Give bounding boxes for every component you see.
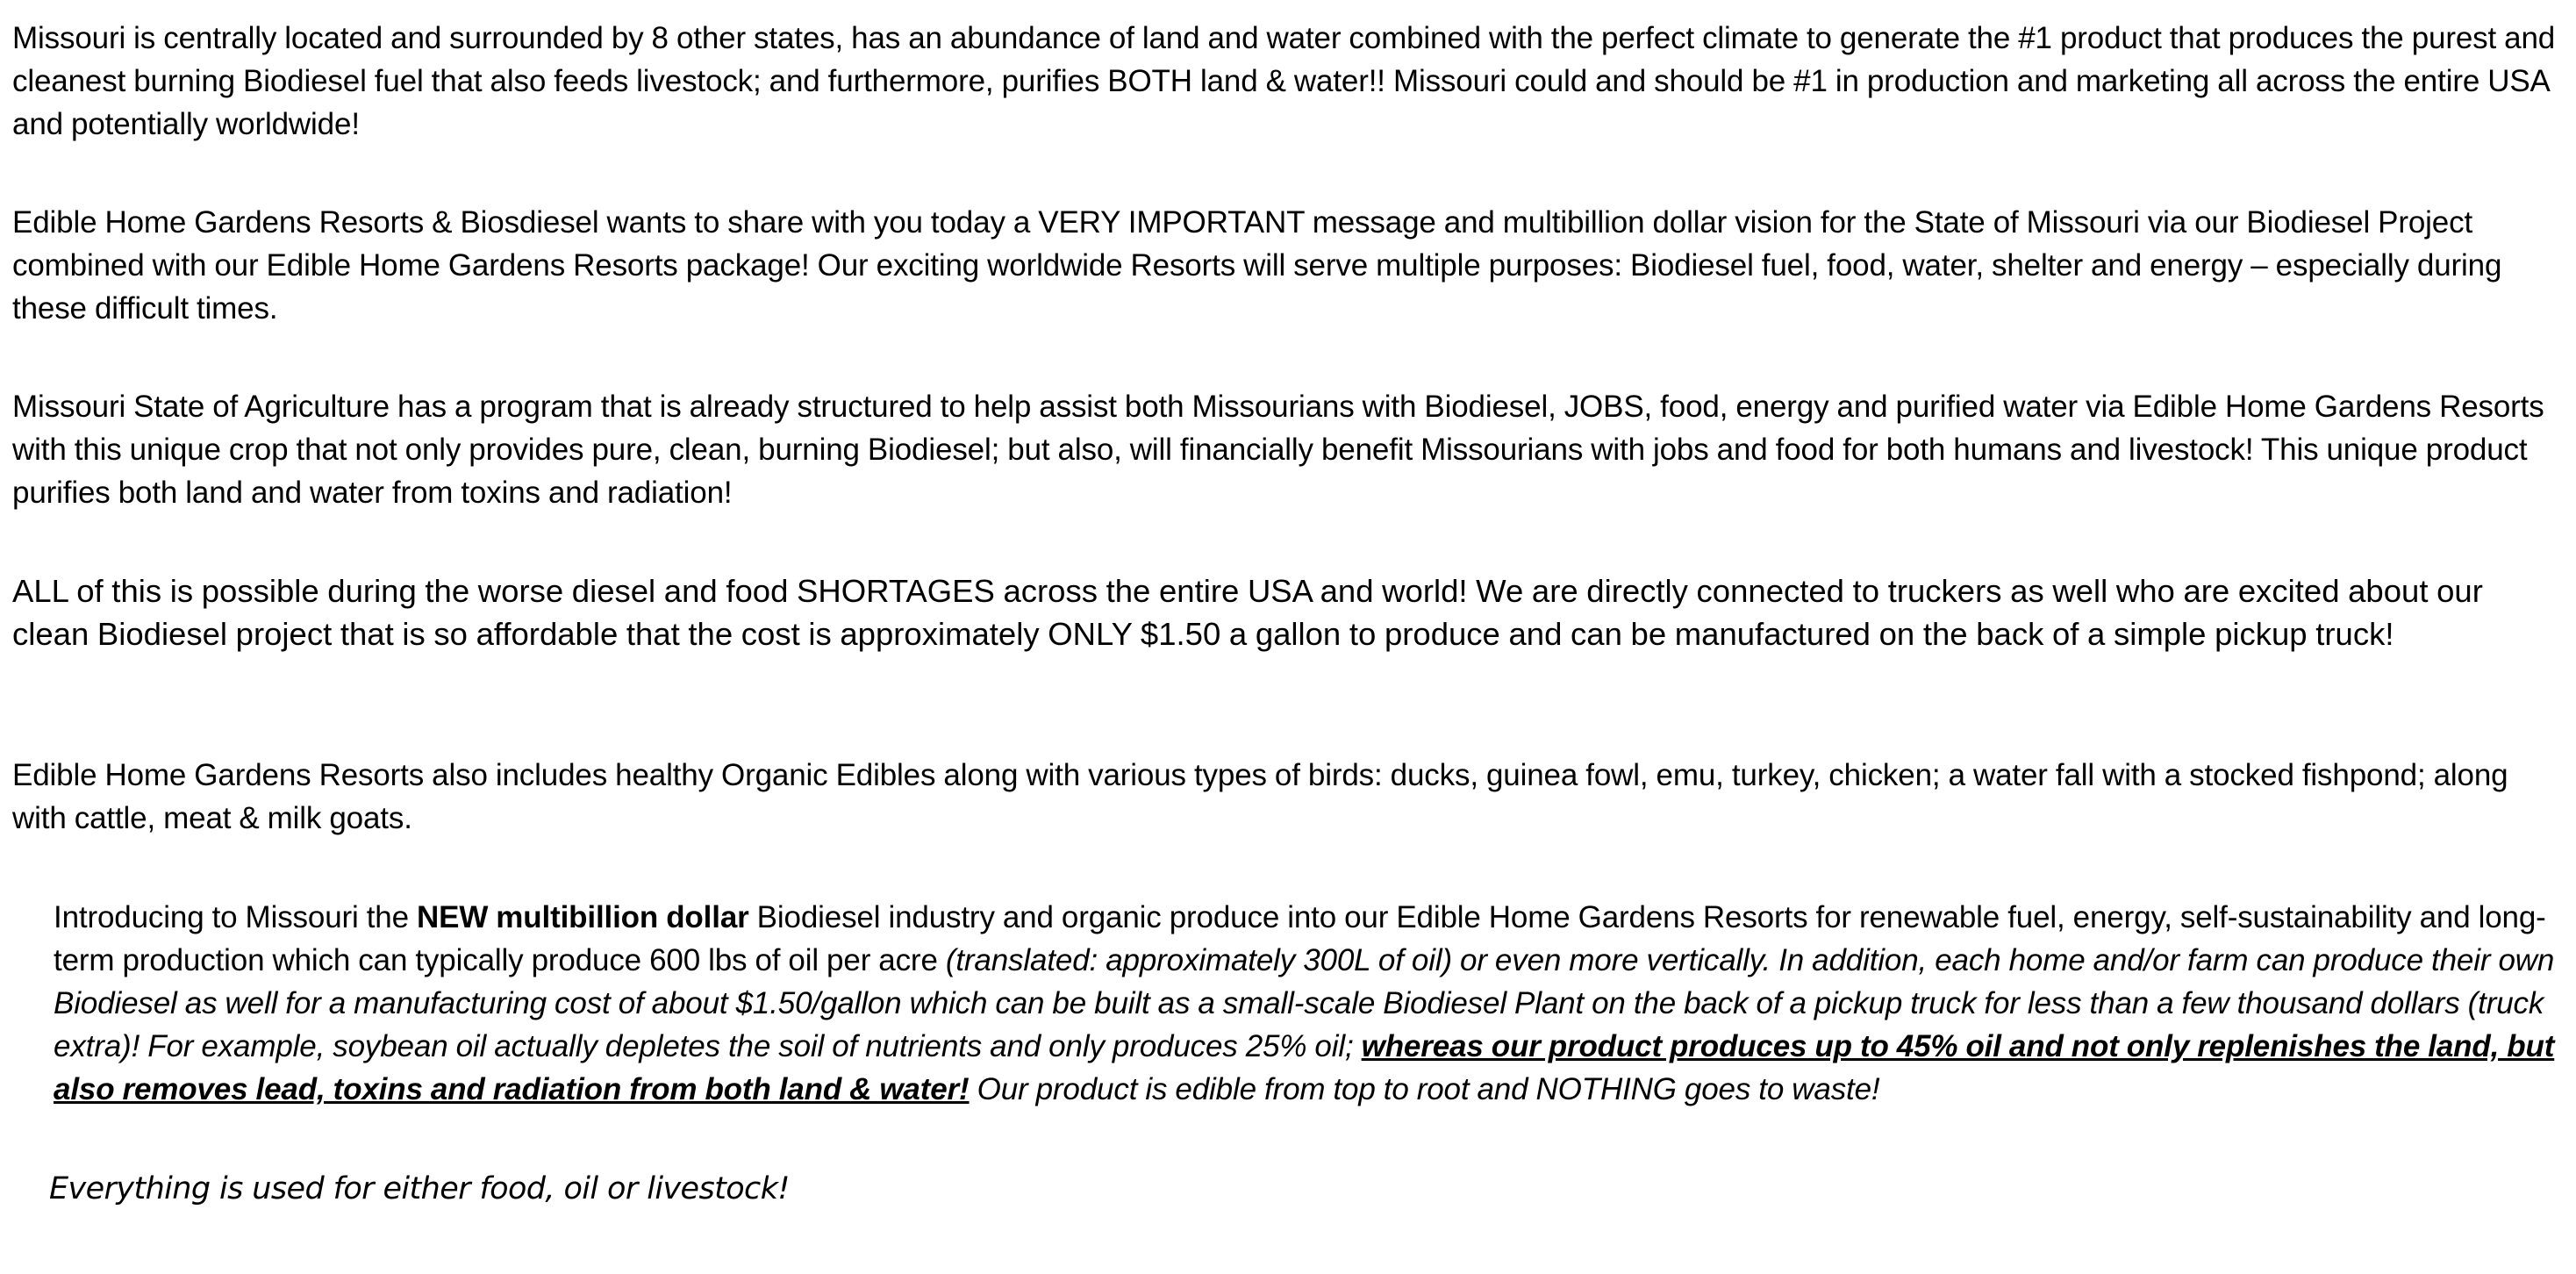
intro-continued-text: Biodiesel industry and organic produce into our Edible Home Gardens Resorts for renewable fuel, energy, self-sustainability and long-term production which can typically produce 600 lbs of oil per acre: [54, 900, 2546, 977]
paragraph-introducing-biodiesel: [54, 896, 2558, 1111]
intro-bold-text: NEW multibillion dollar: [417, 900, 749, 934]
intro-closing-text: Our product is edible from top to root and NOTHING goes to waste!: [969, 1072, 1880, 1106]
paragraph-shortages: ALL of this is possible during the worse diesel and food SHORTAGES across the entire USA and world! We are directly connected to truckers as well who are excited about our clean Biodiesel project that is so affordable that the cost is approximately ONLY $1.50 a gallon to produce and can be manufactured on the back of a simple pickup truck!: [12, 573, 2483, 652]
paragraph-organic-edibles: Edible Home Gardens Resorts also includes healthy Organic Edibles along with various types of birds: ducks, guinea fowl, emu, turkey, chicken; a water fall with a stocked fishpond; along with cattle, meat & milk goats.: [12, 758, 2508, 835]
intro-italic-text: (translated: approximately 300L of oil) or even more vertically. In addition, each home and/or farm can produce their own Biodiesel as well for a manufacturing cost of about $1.50/gallon which can be built as a small-scale Biodiesel Plant on the back of a pickup truck for less than a few thousand dollars (truck extra)! For example, soybean oil actually depletes the soil of nutrients and only produces 25% oil;: [54, 943, 2555, 1063]
intro-text: Introducing to Missouri the: [54, 900, 418, 934]
intro-underlined-text: whereas our product produces up to 45% oil and not only replenishes the land, but also removes lead, toxins and radiation from both land & water!: [54, 1029, 2555, 1106]
paragraph-company-message: Edible Home Gardens Resorts & Biosdiesel wants to share with you today a VERY IMPORTANT message and multibillion dollar vision for the State of Missouri via our Biodiesel Project combined with our Edible Home Gardens Resorts package! Our exciting worldwide Resorts will serve multiple purposes: Biodiesel fuel, food, water, shelter and energy – especially during these difficult times.: [12, 205, 2502, 326]
paragraph-missouri-location: Missouri is centrally located and surrounded by 8 other states, has an abundance of land and water combined with the perfect climate to generate the #1 product that produces the purest and cleanest burning Biodiesel fuel that also feeds livestock; and furthermore, purifies BOTH land & water!! Missouri could and should be #1 in production and marketing all across the entire USA and potentially worldwide!: [12, 21, 2556, 141]
paragraph-agriculture-program: Missouri State of Agriculture has a program that is already structured to help assist both Missourians with Biodiesel, JOBS, food, energy and purified water via Edible Home Gardens Resorts with this unique crop that not only provides pure, clean, burning Biodiesel; but also, will financially benefit Missourians with jobs and food for both humans and livestock! This unique product purifies both land and water from toxins and radiation!: [12, 390, 2544, 510]
closing-statement: Everything is used for either food, oil or livestock!: [49, 1171, 790, 1206]
